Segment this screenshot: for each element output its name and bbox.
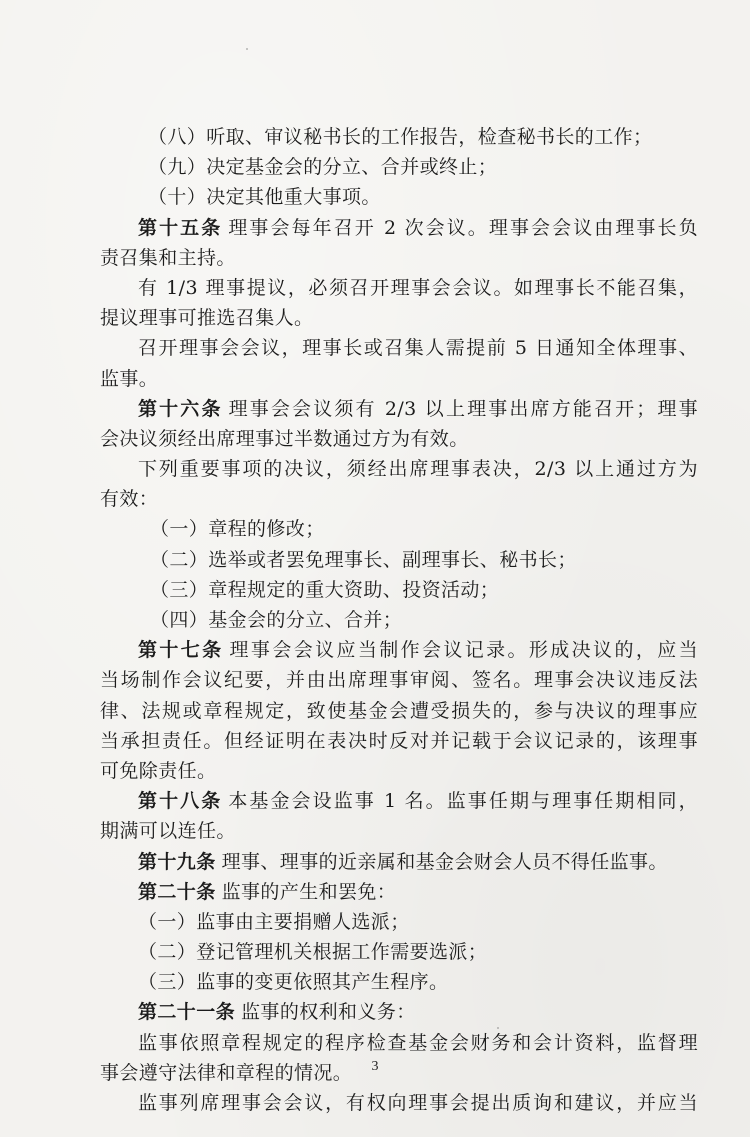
page-number: 3 <box>371 1059 379 1074</box>
text-line: （十）决定其他重大事项。 <box>148 186 381 209</box>
article-line: 第二十一条 监事的权利和义务： <box>138 1001 416 1024</box>
article-line: 第十六条 理事会会议须有 2/3 以上理事出席方能召开；理事 <box>138 397 698 420</box>
text-line: 提议理事可推选召集人。 <box>100 307 314 330</box>
text-line: 事会遵守法律和章程的情况。 <box>100 1061 353 1084</box>
text-line: 律、法规或章程规定，致使基金会遭受损失的，参与决议的理事应 <box>100 699 698 722</box>
text-line: （八）听取、审议秘书长的工作报告，检查秘书长的工作； <box>148 126 653 148</box>
article-line: 第十七条 理事会会议应当制作会议记录。形成决议的，应当 <box>138 639 698 662</box>
text-line: 期满可以连任。 <box>100 820 236 843</box>
article-heading: 第十九条 <box>138 850 216 873</box>
list-item: （一）章程的修改； <box>150 518 325 541</box>
document-body <box>100 122 698 1118</box>
article-heading: 第十七条 <box>138 639 224 662</box>
text-line: 监事。 <box>100 367 159 390</box>
list-item: （二）选举或者罢免理事长、副理事长、秘书长； <box>150 548 577 571</box>
article-heading: 第十五条 <box>138 216 223 239</box>
text-line: 当场制作会议纪要，并由出席理事审阅、签名。理事会决议违反法 <box>100 669 698 692</box>
article-line: 第二十条 监事的产生和罢免： <box>138 880 397 903</box>
text-line: 当承担责任。但经证明在表决时反对并记载于会议记录的，该理事 <box>100 729 698 752</box>
article-line: 第十九条 理事、理事的近亲属和基金会财会人员不得任监事。 <box>138 850 668 873</box>
text-line: 有 1/3 理事提议，必须召开理事会会议。如理事长不能召集， <box>138 276 698 299</box>
article-heading: 第十八条 <box>138 790 223 813</box>
list-item: （三）章程规定的重大资助、投资活动； <box>150 578 500 601</box>
text-line: 有效： <box>100 488 159 511</box>
list-item: （一）监事由主要捐赠人选派； <box>138 910 410 933</box>
article-heading: 第十六条 <box>138 397 223 420</box>
text-line: 监事列席理事会会议，有权向理事会提出质询和建议，并应当 <box>138 1092 698 1114</box>
text-line: 下列重要事项的决议，须经出席理事表决，2/3 以上通过方为 <box>138 458 698 481</box>
text-line: 监事依照章程规定的程序检查基金会财务和会计资料，监督理 <box>138 1031 698 1054</box>
text-line: （九）决定基金会的分立、合并或终止； <box>148 156 498 179</box>
text-line: 召开理事会会议，理事长或召集人需提前 5 日通知全体理事、 <box>138 337 698 360</box>
text-line: 责召集和主持。 <box>100 246 236 269</box>
article-heading: 第二十条 <box>138 880 216 903</box>
paper-speck <box>246 48 248 50</box>
article-line: 第十八条 本基金会设监事 1 名。监事任期与理事任期相同， <box>138 790 698 813</box>
text-line: 会决议须经出席理事过半数通过方为有效。 <box>100 427 469 450</box>
article-heading: 第二十一条 <box>138 1001 236 1024</box>
list-item: （二）登记管理机关根据工作需要选派； <box>138 941 488 964</box>
list-item: （三）监事的变更依照其产生程序。 <box>138 971 449 994</box>
text-line: 可免除责任。 <box>100 759 217 782</box>
list-item: （四）基金会的分立、合并； <box>150 609 403 631</box>
article-line: 第十五条 理事会每年召开 2 次会议。理事会会议由理事长负 <box>138 216 698 239</box>
